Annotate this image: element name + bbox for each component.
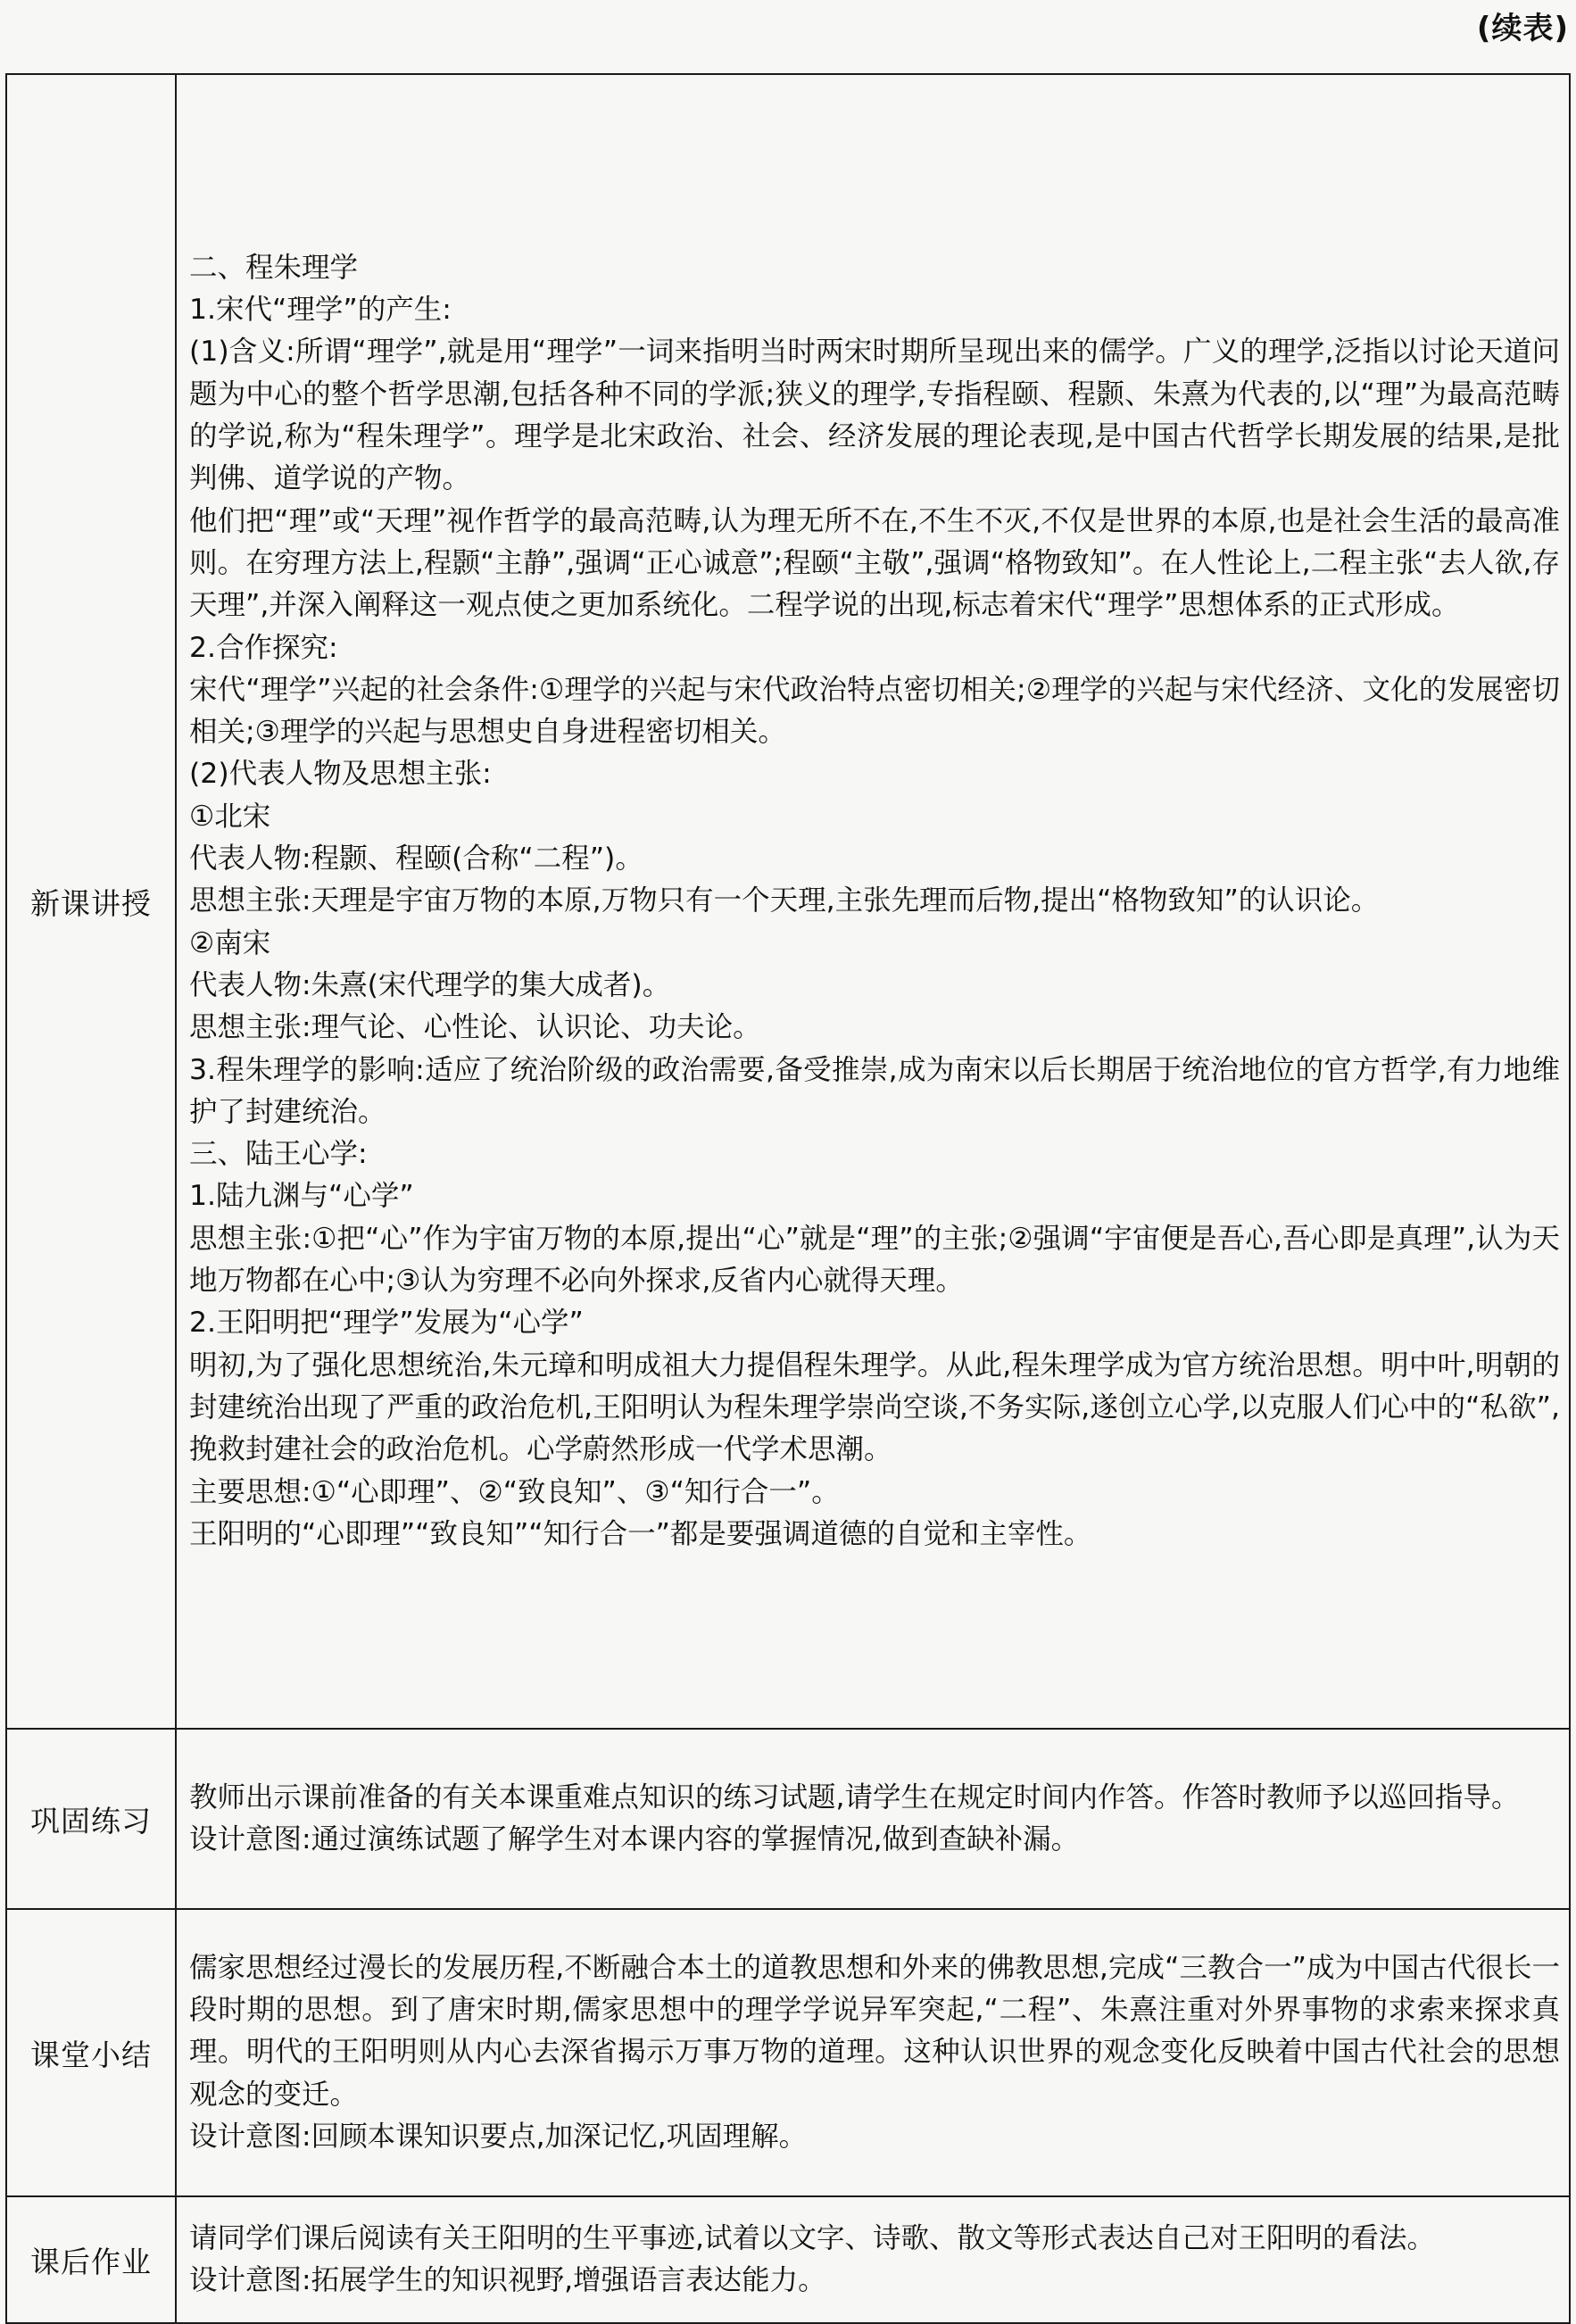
subsection-heading: 1.陆九渊与“心学” — [189, 1180, 414, 1213]
subsection-heading: (2)代表人物及思想主张: — [189, 758, 492, 791]
table-row-summary — [6, 1909, 1570, 2196]
paragraph: 他们把“理”或“天理”视作哲学的最高范畴,认为理无所不在,不生不灭,不仅是世界的本原,也是社会生活的最高准则。在穷理方法上,程颢“主静”,强调“正心诚意”;程颐“主敬”,强调“格物致知”。在人性论上,二程主张“去人欲,存天理”,并深入阐释这一观点使之更加系统化。二程学说的出现,标志着宋代“理学”思想体系的正式形成。 — [189, 504, 1560, 622]
paragraph: 儒家思想经过漫长的发展历程,不断融合本土的道教思想和外来的佛教思想,完成“三教合一”成为中国古代很长一段时期的思想。到了唐宋时期,儒家思想中的理学学说异军突起,“二程”、朱熹注重对外界事物的求索来探求真理。明代的王阳明则从内心去深省揭示万事万物的道理。这种认识世界的观念变化反映着中国古代社会的思想观念的变迁。 — [189, 1951, 1560, 2111]
paragraph: 明初,为了强化思想统治,朱元璋和明成祖大力提倡程朱理学。从此,程朱理学成为官方统治思想。明中叶,明朝的封建统治出现了严重的政治危机,王阳明认为程朱理学崇尚空谈,不务实际,遂创立心学,以克服人们心中的“私欲”,挽救封建社会的政治危机。心学蔚然形成一代学术思潮。 — [189, 1349, 1560, 1466]
table-row-practice — [6, 1729, 1570, 1909]
subsection-heading: 2.合作探究: — [189, 631, 338, 664]
paragraph: 思想主张:理气论、心性论、认识论、功夫论。 — [189, 1011, 761, 1044]
paragraph: 请同学们课后阅读有关王阳明的生平事迹,试着以文字、诗歌、散文等形式表达自己对王阳明的看法。 — [189, 2221, 1436, 2254]
paragraph: 代表人物:朱熹(宋代理学的集大成者)。 — [189, 968, 671, 1001]
row-content — [176, 1729, 1570, 1909]
row-label: 课后作业 — [6, 2196, 176, 2323]
subsection-heading: 2.王阳明把“理学”发展为“心学” — [189, 1307, 584, 1340]
row-content — [176, 1909, 1570, 2196]
section-heading: 三、陆王心学: — [189, 1138, 368, 1171]
paragraph: 3.程朱理学的影响:适应了统治阶级的政治需要,备受推崇,成为南宋以后长期居于统治地位的官方哲学,有力地维护了封建统治。 — [189, 1053, 1560, 1128]
design-intent: 设计意图:回顾本课知识要点,加深记忆,巩固理解。 — [189, 2120, 808, 2153]
table-row-new-lesson — [6, 74, 1570, 1729]
list-heading: ①北宋 — [189, 800, 271, 833]
section-heading: 二、程朱理学 — [189, 251, 359, 284]
lesson-plan-table — [5, 73, 1571, 2324]
design-intent: 设计意图:拓展学生的知识视野,增强语言表达能力。 — [189, 2264, 826, 2296]
paragraph: 代表人物:程颢、程颐(合称“二程”)。 — [189, 842, 643, 876]
paragraph: 主要思想:①“心即理”、②“致良知”、③“知行合一”。 — [189, 1475, 840, 1508]
design-intent: 设计意图:通过演练试题了解学生对本课内容的掌握情况,做到查缺补漏。 — [189, 1823, 1080, 1855]
list-heading: ②南宋 — [189, 926, 271, 959]
subsection-heading: 1.宋代“理学”的产生: — [189, 294, 452, 327]
paragraph: 王阳明的“心即理”“致良知”“知行合一”都是要强调道德的自觉和主宰性。 — [189, 1517, 1092, 1550]
paragraph: 教师出示课前准备的有关本课重难点知识的练习试题,请学生在规定时间内作答。作答时教师予以巡回指导。 — [189, 1780, 1520, 1814]
table-row-homework — [6, 2196, 1570, 2323]
paragraph: 思想主张:天理是宇宙万物的本原,万物只有一个天理,主张先理而后物,提出“格物致知”的认识论。 — [189, 884, 1380, 917]
row-label: 课堂小结 — [6, 1909, 176, 2196]
paragraph: 思想主张:①把“心”作为宇宙万物的本原,提出“心”就是“理”的主张;②强调“宇宙便是吾心,吾心即是真理”,认为天地万物都在心中;③认为穷理不必向外探求,反省内心就得天理。 — [189, 1222, 1560, 1298]
row-content — [176, 2196, 1570, 2323]
paragraph: 宋代“理学”兴起的社会条件:①理学的兴起与宋代政治特点密切相关;②理学的兴起与宋代经济、文化的发展密切相关;③理学的兴起与思想史自身进程密切相关。 — [189, 673, 1560, 749]
paragraph: (1)含义:所谓“理学”,就是用“理学”一词来指明当时两宋时期所呈现出来的儒学。广义的理学,泛指以讨论天道问题为中心的整个哲学思潮,包括各种不同的学派;狭义的理学,专指程颐、程颢、朱熹为代表的,以“理”为最高范畴的学说,称为“程朱理学”。理学是北宋政治、社会、经济发展的理论表现,是中国古代哲学长期发展的结果,是批判佛、道学说的产物。 — [189, 336, 1560, 495]
row-content — [176, 74, 1570, 1729]
continued-table-label: (续表) — [1476, 11, 1569, 46]
row-label: 巩固练习 — [6, 1729, 176, 1909]
row-label: 新课讲授 — [6, 74, 176, 1729]
